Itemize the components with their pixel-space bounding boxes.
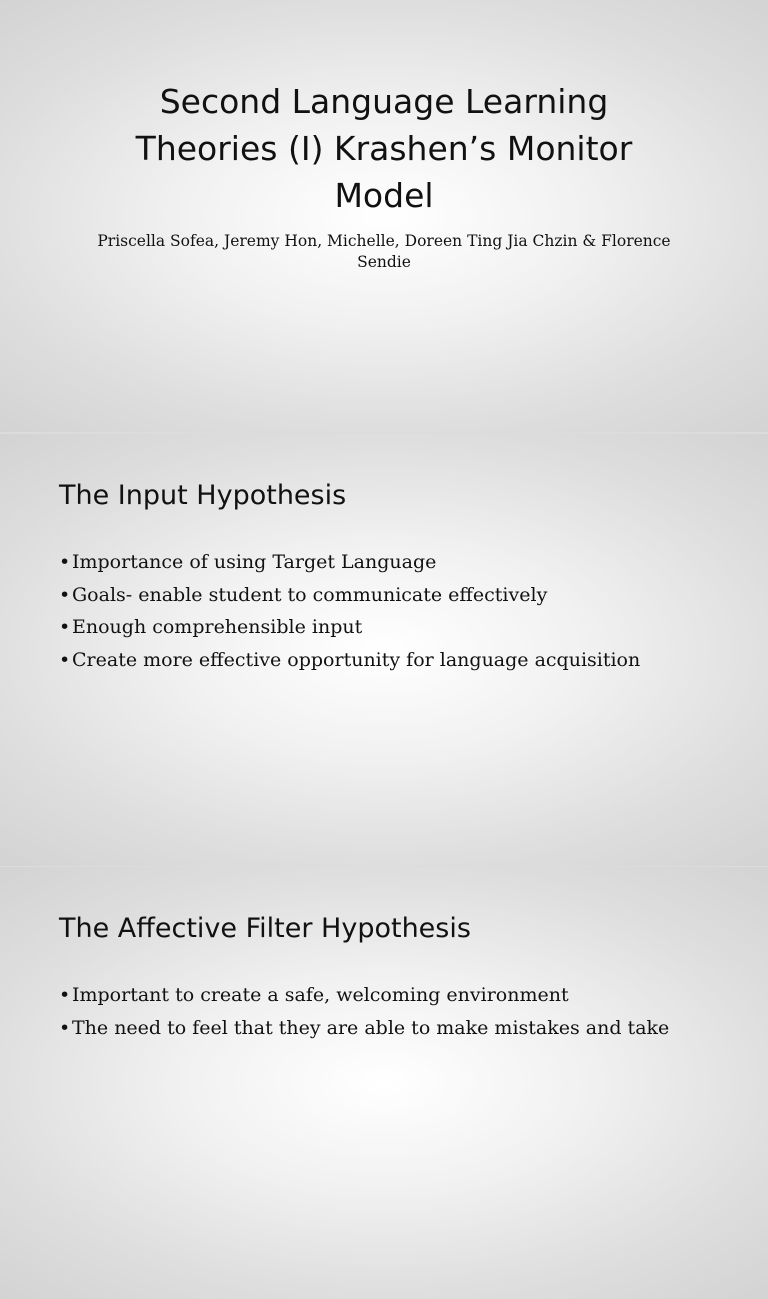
bullet-text: Importance of using Target Language bbox=[72, 551, 437, 573]
bullet-text: The need to feel that they are able to make mistakes and take bbox=[72, 1016, 670, 1039]
bullet-item bbox=[59, 579, 640, 612]
presentation-title: Second Language Learning Theories (I) Krashen’s Monitor Model bbox=[135, 82, 633, 215]
bullet-icon: • bbox=[59, 984, 71, 1006]
slide-heading: The Input Hypothesis bbox=[59, 480, 347, 511]
title-slide bbox=[0, 0, 768, 432]
bullet-icon: • bbox=[59, 648, 71, 671]
bullet-item bbox=[59, 979, 669, 1012]
bullet-icon: • bbox=[59, 1016, 71, 1039]
bullet-item bbox=[59, 546, 640, 579]
input-hypothesis-slide bbox=[0, 434, 768, 866]
bullet-item bbox=[59, 644, 640, 677]
bullet-text: Create more effective opportunity for language acquisition bbox=[72, 648, 641, 671]
bullet-list bbox=[59, 979, 669, 1044]
bullet-text: Enough comprehensible input bbox=[72, 616, 363, 638]
bullet-text: Goals- enable student to communicate effectively bbox=[72, 583, 548, 606]
bullet-icon: • bbox=[59, 583, 71, 606]
bullet-item bbox=[59, 611, 640, 644]
bullet-list bbox=[59, 546, 640, 676]
affective-filter-slide bbox=[0, 867, 768, 1299]
bullet-icon: • bbox=[59, 551, 71, 573]
bullet-item bbox=[59, 1012, 669, 1045]
presentation-authors: Priscella Sofea, Jeremy Hon, Michelle, Doreen Ting Jia Chzin & Florence Sendie bbox=[97, 232, 671, 271]
bullet-text: Important to create a safe, welcoming environment bbox=[72, 984, 569, 1006]
slide-heading: The Affective Filter Hypothesis bbox=[59, 913, 471, 944]
bullet-icon: • bbox=[59, 616, 71, 638]
